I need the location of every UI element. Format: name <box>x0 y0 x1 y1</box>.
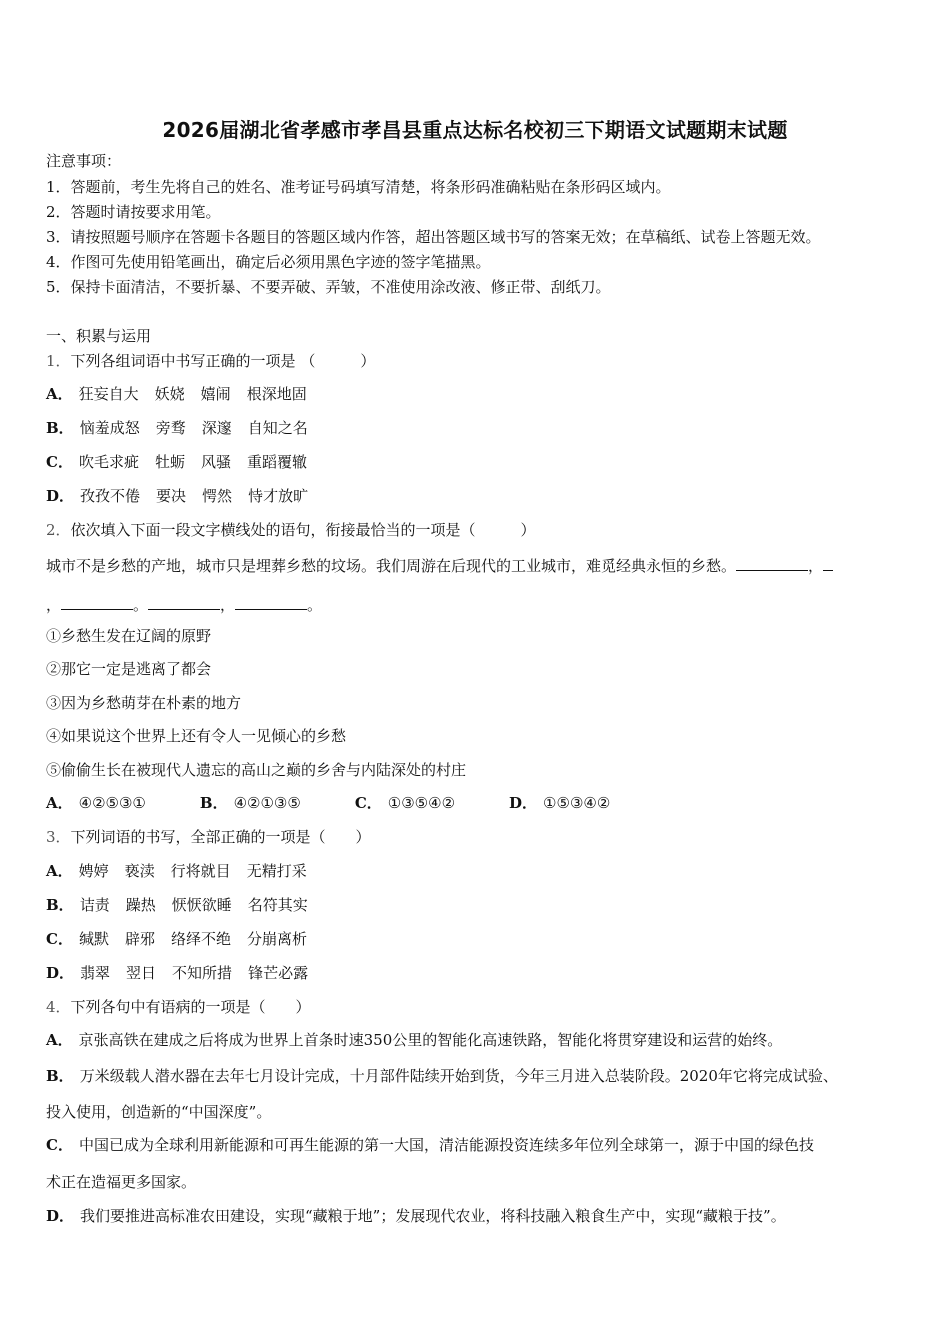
option-b <box>200 793 301 813</box>
notice-item: 2．答题时请按要求用笔。 <box>46 203 221 221</box>
question-text: 下列各句中有语病的一项是（ ） <box>70 998 311 1016</box>
option-word: 孜孜不倦 <box>80 487 141 505</box>
option-text: ①⑤③④② <box>543 794 611 812</box>
punctuation: 。 <box>307 596 323 614</box>
option-label: B． <box>199 794 228 812</box>
option-label: D． <box>509 794 538 812</box>
option-word: 嬉闹 <box>200 385 231 403</box>
option-word: 妖娆 <box>154 385 185 403</box>
question-text: 下列各组词语中书写正确的一项是 （ ） <box>70 352 376 370</box>
option-word: 狂妄自大 <box>78 385 139 403</box>
option-label: D． <box>46 487 75 505</box>
question-1-stem <box>46 351 375 371</box>
question-2-stem <box>46 520 536 540</box>
option-word: 辟邪 <box>124 930 155 948</box>
punctuation: ， <box>220 596 236 614</box>
question-text: 下列词语的书写，全部正确的一项是（ ） <box>70 828 371 846</box>
option-word: 风骚 <box>200 453 231 471</box>
option-label: A． <box>46 385 73 403</box>
question-4-option-c-continued: 术正在造福更多国家。 <box>46 1173 197 1191</box>
question-4-stem <box>46 997 311 1017</box>
question-1-option-a <box>46 384 323 404</box>
question-number: 1． <box>46 352 71 370</box>
option-label: B． <box>46 1067 74 1085</box>
question-3-option-d <box>46 963 324 983</box>
question-1-option-c <box>46 452 323 472</box>
option-label: C． <box>46 930 73 948</box>
option-text: 万米级载人潜水器在去年七月设计完成，十月部件陆续开始到货，今年三月进入总装阶段。2020年它将完成试验、 <box>79 1067 838 1085</box>
option-word: 牡蛎 <box>154 453 185 471</box>
option-word: 无精打采 <box>246 862 307 880</box>
question-3-stem <box>46 827 371 847</box>
option-label: D． <box>46 1207 75 1225</box>
option-word: 不知所措 <box>172 964 233 982</box>
fill-blank <box>148 595 220 610</box>
option-a <box>46 793 146 813</box>
option-text: 中国已成为全球利用新能源和可再生能源的第一大国，清洁能源投资连续多年位列全球第一，源于中国的绿色技 <box>78 1136 814 1154</box>
question-3-option-c <box>46 929 323 949</box>
option-word: 深邃 <box>201 419 232 437</box>
notice-item: 1．答题前，考生先将自己的姓名、准考证号码填写清楚，将条形码准确粘贴在条形码区域内。 <box>46 178 671 196</box>
page-title: 2026届湖北省孝感市孝昌县重点达标名校初三下期语文试题期末试题 <box>162 118 788 142</box>
option-text: ①③⑤④② <box>387 794 456 812</box>
fill-blank <box>823 556 833 571</box>
option-word: 名符其实 <box>247 896 308 914</box>
question-2-sentence: ④如果说这个世界上还有令人一见倾心的乡愁 <box>46 727 347 745</box>
notice-item: 3．请按照题号顺序在答题卡各题目的答题区域内作答，超出答题区域书写的答案无效；在草稿纸、试卷上答题无效。 <box>46 228 821 246</box>
option-word: 躁热 <box>125 896 156 914</box>
section-heading: 一、积累与运用 <box>46 327 152 345</box>
notice-item: 5．保持卡面清洁，不要折暴、不要弄破、弄皱，不准使用涂改液、修正带、刮纸刀。 <box>46 278 611 296</box>
question-2-sentence: ③因为乡愁萌芽在朴素的地方 <box>46 694 242 712</box>
notice-item: 4．作图可先使用铅笔画出，确定后必须用黑色字迹的签字笔描黑。 <box>46 253 491 271</box>
question-2-passage-line-2 <box>46 595 322 615</box>
passage-text: 城市不是乡愁的产地，城市只是埋葬乡愁的坟场。我们周游在后现代的工业城市，难觅经典永恒的乡愁。 <box>46 557 737 575</box>
option-word: 诘责 <box>79 896 110 914</box>
option-word: 锋芒必露 <box>248 964 309 982</box>
option-text: 京张高铁在建成之后将成为世界上首条时速350公里的智能化高速铁路，智能化将贯穿建设和运营的始终。 <box>78 1031 783 1049</box>
option-label: C． <box>354 794 382 812</box>
question-1-option-b <box>46 418 324 438</box>
option-word: 恹恹欲睡 <box>171 896 232 914</box>
option-label: C． <box>46 453 73 471</box>
option-word: 分崩离析 <box>247 930 308 948</box>
question-number: 3． <box>46 828 71 846</box>
question-2-options <box>46 793 664 813</box>
option-label: B． <box>46 896 74 914</box>
option-d <box>509 793 610 813</box>
question-1-option-d <box>46 486 324 506</box>
question-4-option-d <box>46 1206 786 1226</box>
fill-blank <box>61 595 133 610</box>
option-label: A． <box>46 1031 73 1049</box>
fill-blank <box>235 595 307 610</box>
question-2-passage-line-1 <box>46 556 833 576</box>
option-word: 娉婷 <box>78 862 109 880</box>
question-3-option-b <box>46 895 324 915</box>
option-word: 要决 <box>156 487 187 505</box>
option-word: 恃才放旷 <box>248 487 309 505</box>
option-c <box>355 793 455 813</box>
punctuation: ， <box>46 596 62 614</box>
notice-heading: 注意事项： <box>46 152 122 170</box>
option-label: B． <box>46 419 74 437</box>
option-word: 缄默 <box>78 930 109 948</box>
option-word: 亵渎 <box>124 862 155 880</box>
punctuation: 。 <box>133 596 149 614</box>
option-label: D． <box>46 964 75 982</box>
option-word: 愕然 <box>202 487 233 505</box>
option-word: 吹毛求疵 <box>78 453 139 471</box>
option-word: 根深地固 <box>246 385 307 403</box>
question-4-option-a <box>46 1030 782 1050</box>
question-2-sentence: ⑤偷偷生长在被现代人遗忘的高山之巅的乡舍与内陆深处的村庄 <box>46 761 467 779</box>
question-4-option-b <box>46 1066 838 1086</box>
option-word: 恼羞成怒 <box>79 419 140 437</box>
option-word: 行将就目 <box>170 862 231 880</box>
option-word: 络绎不绝 <box>170 930 231 948</box>
question-4-option-b-continued: 投入使用，创造新的“中国深度”。 <box>46 1103 272 1121</box>
option-word: 自知之名 <box>247 419 308 437</box>
option-word: 旁骛 <box>155 419 186 437</box>
option-word: 重蹈覆辙 <box>247 453 308 471</box>
question-number: 4． <box>46 998 71 1016</box>
option-word: 翡翠 <box>80 964 111 982</box>
option-label: C． <box>46 1136 73 1154</box>
option-word: 翌日 <box>126 964 157 982</box>
question-text: 依次填入下面一段文字横线处的语句，衔接最恰当的一项是（ ） <box>70 521 536 539</box>
option-label: A． <box>46 794 73 812</box>
question-3-option-a <box>46 861 323 881</box>
fill-blank <box>736 556 808 571</box>
option-text: 我们要推进高标准农田建设，实现“藏粮于地”；发展现代农业，将科技融入粮食生产中，实现“藏粮于技”。 <box>80 1207 786 1225</box>
option-text: ④②⑤③① <box>78 794 146 812</box>
question-4-option-c <box>46 1135 814 1155</box>
question-number: 2． <box>46 521 71 539</box>
punctuation: ， <box>808 557 824 575</box>
option-text: ④②①③⑤ <box>233 794 301 812</box>
question-2-sentence: ①乡愁生发在辽阔的原野 <box>46 627 212 645</box>
option-label: A． <box>46 862 73 880</box>
question-2-sentence: ②那它一定是逃离了都会 <box>46 660 212 678</box>
